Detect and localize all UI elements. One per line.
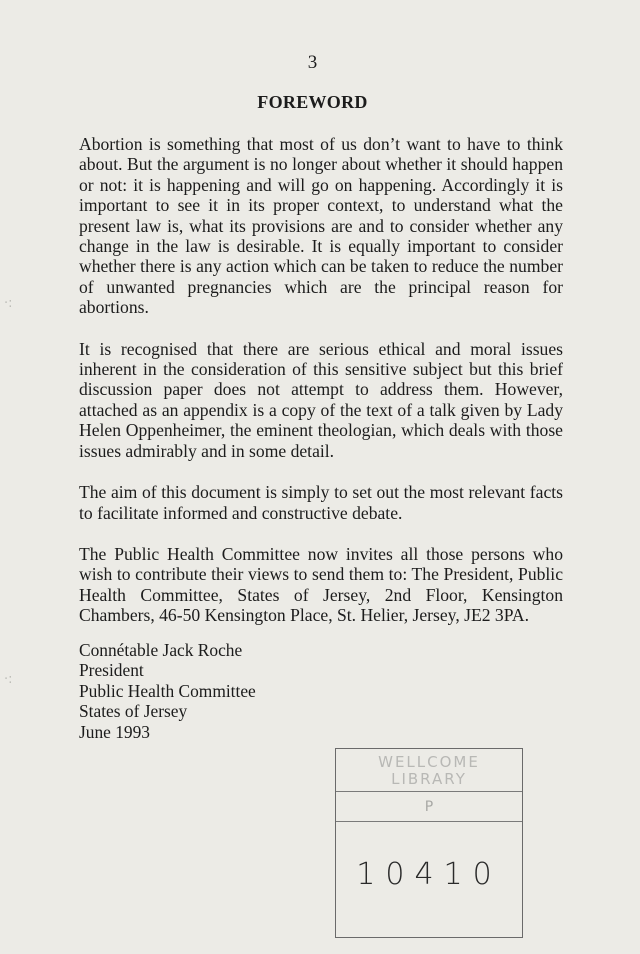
paragraph-2: It is recognised that there are serious ethical and moral issues inherent in the consideration of this sensitive subject but this brief discussion paper does not attempt to address them. However, attached as an appendix is a copy of the text of a talk given by Lady Helen Oppenheimer, the eminent theologian, which deals with those issues admirably and in some detail. (79, 338, 563, 461)
paragraph-1: Abortion is something that most of us don’t want to have to think about. But the argument is no longer about whether it should happen or not: it is happening and will go on happening. Accordingly it is important to see it in its proper context, to understand what the present law is, what its provisions are and to consider whether any change in the law is desirable. It is equally important to consider whether there is any action which can be taken to reduce the number of unwanted pregnancies which are the principal reason for abortions. (79, 134, 563, 318)
foreword-body (79, 134, 563, 647)
paragraph-4: The Public Health Committee now invites all those persons who wish to contribute their views to send them to: The President, Public Health Committee, States of Jersey, 2nd Floor, Kensington Chambers, 46-50 Kensington Place, St. Helier, Jersey, JE2 3PA. (79, 543, 563, 626)
signatory-committee: Public Health Committee (79, 680, 256, 701)
stamp-header (336, 749, 522, 792)
signature-date: June 1993 (79, 721, 151, 742)
margin-bleed-mark: ·: (4, 296, 13, 311)
stamp-line-2: LIBRARY (391, 770, 467, 788)
paragraph-3: The aim of this document is simply to set out the most relevant facts to facilitate informed and constructive debate. (79, 482, 563, 523)
page-title: FOREWORD (257, 92, 368, 112)
stamp-accession-number: 10410 (356, 857, 502, 892)
stamp-class-mark: P (336, 793, 522, 822)
library-stamp (335, 748, 523, 938)
stamp-line-1: WELLCOME (378, 753, 480, 771)
page-number: 3 (307, 52, 318, 73)
signatory-name: Connétable Jack Roche (79, 640, 243, 660)
signature-block (79, 640, 256, 742)
signatory-body: States of Jersey (79, 701, 188, 722)
margin-bleed-mark: ·: (4, 672, 13, 687)
signatory-title: President (79, 660, 144, 681)
